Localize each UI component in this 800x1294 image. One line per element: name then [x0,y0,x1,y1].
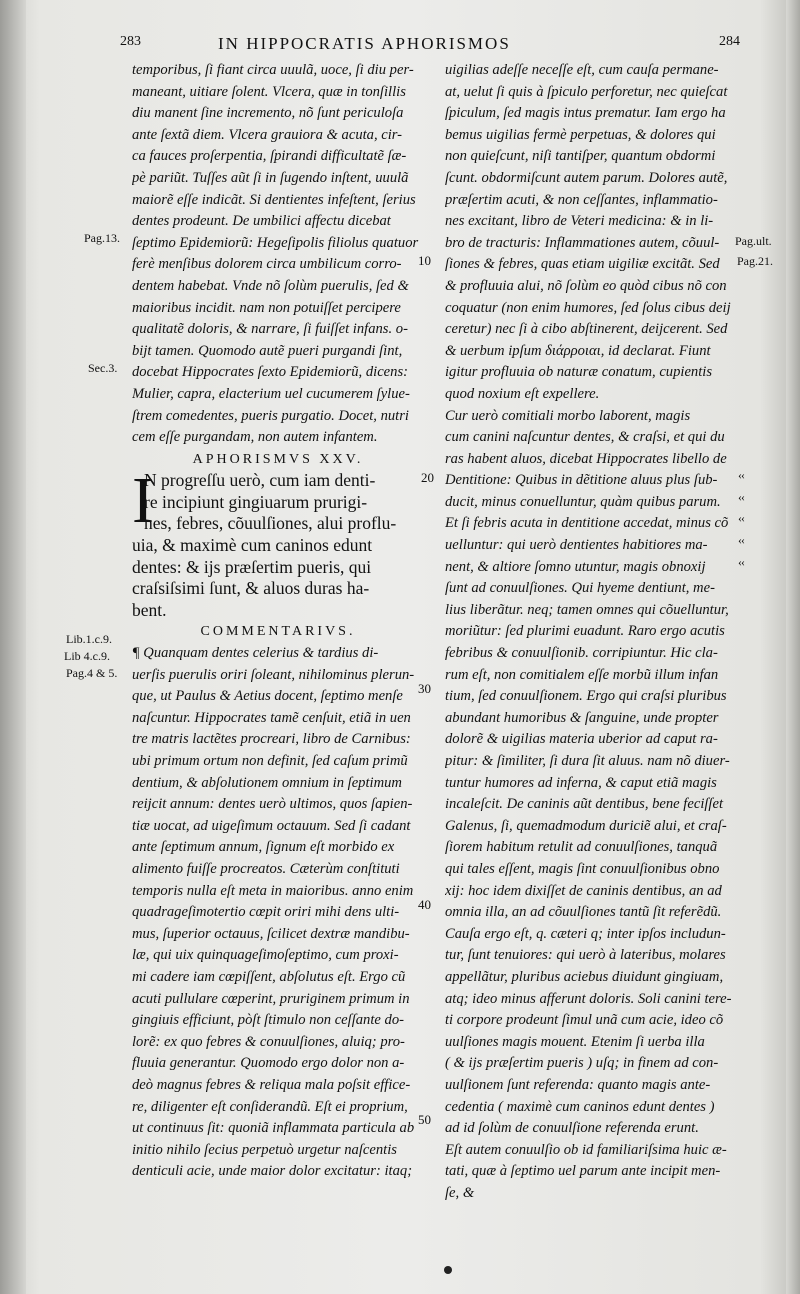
text-line: dolorẽ & uigilias materia uberior ad caput ra- [445,731,718,748]
text-line: ſcunt. obdormiſcunt autem parum. Dolores autẽ, [445,169,728,186]
text-line: Cauſa ergo eſt, q. cæteri q; inter ipſos includun- [445,925,726,942]
aphorism-line: N progreſſu uerò, cum iam denti- [144,470,376,491]
text-line: pitur: & ſimiliter, ſi dura ſit aluus. nam nõ diuer- [445,753,730,769]
margin-note-lib4: Lib 4.c.9. [64,649,110,663]
text-line: acuti pullulare cœperint, pruriginem primum in [132,990,410,1007]
margin-note-pag4: Pag.4 & 5. [66,666,118,680]
text-line: fluuia generantur. Quomodo ergo dolor non a- [132,1055,405,1072]
aphorism-text [132,464,424,621]
text-line: que, ut Paulus & Aetius docent, ſeptimo menſe [132,688,403,705]
text-line: pè pariũt. Tuſſes aũt ſi in ſugendo inſtent, uuulã [132,169,409,186]
text-line: ut continuus ſit: quoniã inflammata particula ab [132,1120,415,1137]
text-line: ſunt ad conuulſiones. Qui hyeme dentiunt, me- [445,580,715,597]
text-line: reijcit annum: dentes uerò ultimos, quos ſapien- [132,796,413,813]
text-line: dentes prodeunt. De umbilici affectu dicebat [132,213,391,230]
text-line: tuntur humores ad inferna, & caput etiã magis [445,774,717,791]
aphorism-line: nes, febres, cõuulſiones, alui proflu- [144,513,397,534]
text-line: cedentia ( maximè cum caninos edunt dentes ) [445,1098,715,1115]
running-title: IN HIPPOCRATIS APHORISMOS [218,34,511,53]
text-line: Et ſi febris acuta in dentitione accedat, minus cõ [445,515,729,532]
aphorism-line: uia, & maximè cum caninos edunt [132,535,373,556]
line-number-30: 30 [418,681,431,696]
text-line: Cur uerò comitiali morbo laborent, magis [445,407,691,424]
quote-mark: ‹‹ [738,468,744,482]
text-line: ducit, minus conuelluntur, quàm quibus parum. [445,493,721,510]
running-header [120,34,740,56]
text-line: ante ſextã diem. Vlcera grauiora & acuta, cir- [132,126,403,143]
margin-note-pag13: Pag.13. [84,231,120,245]
text-line: & uerbum ipſum διάρροιαι, id declarat. Fiunt [445,342,711,359]
text-line: læ, qui uix quinquageſimoſeptimo, cum proxi- [132,947,399,964]
text-line: Galenus, ſi, quemadmodum duriciẽ alui, et craſ- [445,817,727,834]
text-line: docebat Hippocrates ſexto Epidemiorũ, dicens: [132,364,408,381]
text-line: ubi primum ortum non definit, ſed caſum primũ [132,753,408,769]
text-line: naſcuntur. Hippocrates tamẽ cenſuit, etiã in uen [132,709,411,726]
text-line: maioribus incidit. nam non potuiſſet percipere [132,299,401,316]
line-number-20: 20 [421,470,434,485]
text-line: quod noxium eſt expellere. [445,385,600,402]
quote-mark: ‹‹ [738,533,744,547]
quote-mark: ‹‹ [738,511,744,525]
text-line: ti corpore prodeunt ſimul unã cum acie, ideo cõ [445,1012,724,1029]
text-line: ſiones & febres, quas etiam uigiliæ excitãt. Sed [445,256,720,273]
text-line: denticuli acie, unde maior dolor excitatur: itaq; [132,1163,413,1180]
commentary-heading: COMMENTARIVS. [200,624,356,640]
text-line: ¶ Quanquam dentes celerius & tardius di- [132,645,379,662]
text-line: re, diligenter eſt conſiderandũ. Eſt ei proprium, [132,1098,408,1115]
text-line: initio nihilo ſecius perpetuò urgetur naſcentis [132,1141,397,1158]
text-line: ſtrem comedentes, pueris purgatio. Docet, nutri [132,407,409,424]
text-line: igitur profluuia ob naturæ conatum, cupientis [445,364,713,381]
text-line: Dentitione: Quibus in dẽtitione aluus plus ſub- [445,472,718,489]
text-line: uulſionem ſunt referenda: quanto magis ante- [445,1076,711,1093]
text-line: febribus & conuulſionib. corripiuntur. Hic cla- [445,645,718,662]
text-line: tium, ſed conuulſionem. Ergo qui craſsi pluribus [445,688,727,705]
text-line: cem eſſe purgandam, non autem infantem. [132,429,378,446]
aphorism-heading: APHORISMVS XXV. [192,451,364,467]
text-line: temporis nulla eſt meta in maioribus. anno enim [132,882,414,899]
ink-blot [444,1266,452,1274]
text-line: qui tales eſſent, magis ſint conuulſionibus obno [445,860,720,877]
text-line: appellãtur, pluribus aciebus diuidunt gingiuam, [445,968,724,985]
margin-note-pagult: Pag.ult. [735,234,772,248]
margin-note-pag21: Pag.21. [737,254,773,268]
text-line: moriũtur: ſed plurimi euadunt. Raro ergo acutis [445,623,725,640]
text-line: coquatur (non enim humores, ſed ſolus cibus deij [445,299,731,316]
text-line: alimento fuiſſe procreatos. Cæterùm conſtituti [132,860,400,877]
left-column [132,60,424,1183]
text-line: lorẽ: ex quo febres & conuulſiones, aluiq; pro- [132,1033,405,1050]
text-line: ras habent aluos, dicebat Hippocrates libello de [445,450,727,467]
text-line: at, uelut ſi quis à ſpiculo perforetur, nec quieſcat [445,83,728,100]
text-line: ante ſeptimum annum, ſignum eſt morbido ex [132,839,395,856]
text-line: tre matris lactẽtes procreari, libro de Carnibus: [132,731,411,748]
text-line: tiæ uocat, ad uigeſimum octauum. Sed ſi cadant [132,817,411,834]
text-line: mus, ſuperior octauus, ſcilicet dextræ mandibu- [132,925,410,942]
text-line: præſertim acuti, & non ceſſantes, inflammatio- [445,191,718,208]
binding-gutter [0,0,26,1294]
text-line: lius liberãtur. neq; tamen omnes qui cõuelluntur, [445,601,729,618]
aphorism-line: craſsiſsimi ſunt, & aluos duras ha- [132,578,370,599]
text-line: tati, quæ à ſeptimo uel parum ante incipit men- [445,1163,721,1180]
text-line: ( & ijs præſertim pueris ) uſq; in finem ad con- [445,1055,719,1072]
page-number-left: 283 [120,34,141,49]
margin-note-lib1: Lib.1.c.9. [66,632,112,646]
text-line: maneant, uitiare ſolent. Vlcera, quæ in tonſillis [132,83,406,100]
text-line: nes excitant, libro de Veteri medicina: & in li- [445,213,714,230]
text-line: bro de tracturis: Inflammationes autem, cõuul- [445,234,720,251]
text-line: omnia illa, an ad cõuulſiones tantũ ſit referẽdũ. [445,904,722,921]
text-line: Mulier, capra, elacterium uel cucumerem ſylue- [132,385,410,402]
page-number-right: 284 [719,34,740,49]
page-edge [786,0,800,1294]
aphorism-line: bent. [132,599,167,620]
text-line: quadrageſimotertio cœpit oriri mihi dens ulti- [132,904,400,921]
text-line: ferè menſibus dolorem circa umbilicum corro- [132,256,402,273]
text-line: ſe, & [445,1184,475,1201]
text-line: atq; ideo minus afferunt doloris. Soli canini tere- [445,990,732,1007]
text-line: ſeptimo Epidemiorũ: Hegeſipolis filiolus quatuor [132,234,419,251]
text-line: diu manent ſine incremento, nõ ſunt periculoſa [132,105,404,122]
text-line: bijt tamen. Quomodo autẽ pueri purgandi ſint, [132,342,403,359]
text-line: ſpiculum, ſed magis intus prematur. Iam ergo ha [445,105,726,122]
line-number-10: 10 [418,253,431,268]
text-line: incaleſcit. De caninis aũt dentibus, bene feciſſet [445,796,724,813]
text-line: ſiorem habitum retulit ad conuulſiones, tanquã [445,839,718,856]
margin-note-sec3: Sec.3. [88,361,118,375]
text-line: bemus uigilias fermè perpetuas, & dolores qui [445,126,716,143]
text-line: cum canini naſcuntur dentes, & craſsi, et qui du [445,429,725,446]
text-line: uerſis puerulis oriri ſoleant, nihilominus plerun- [132,666,415,683]
text-line: uulſiones magis mouent. Etenim ſi uerba illa [445,1033,705,1050]
right-column [445,60,733,1204]
text-line: abundant humoribus & ſanguine, unde propter [445,709,719,726]
text-line: dentium, & abſolutionem omnium in ſeptimum [132,774,402,791]
aphorism-line: dentes: & ijs præſertim pueris, qui [132,556,372,577]
text-line: tur, ſunt tenuiores: qui uerò à lateribus, molares [445,947,726,964]
text-line: dentem habebat. Vnde nõ ſolùm puerulis, ſed & [132,277,409,294]
text-line: ceretur) nec ſi à cibo abſtinerent, deijcerent. Sed [445,321,728,338]
aphorism-line: re incipiunt gingiuarum prurigi- [144,491,368,512]
text-line: Eſt autem conuulſio ob id familiariſsima huic æ- [445,1141,727,1158]
drop-capital: I [132,464,154,537]
line-number-40: 40 [418,897,431,912]
text-line: xij: hoc idem dixiſſet de caninis dentibus, an ad [445,882,722,899]
text-line: & profluuia alui, nõ ſolùm eo quòd cibus nõ con [445,277,727,294]
text-line: deò magnus febres & reliqua mala poſsit effice- [132,1076,411,1093]
text-line: nent, & altiore ſomno utuntur, magis obnoxij [445,558,706,575]
text-line: gingiuis efficiunt, pòſt ſtimulo non ceſſante do- [132,1012,404,1029]
text-line: rum eſt, non comitialem eſſe morbũ illum infan [445,666,719,683]
text-line: non quieſcunt, niſi tantiſper, quantum obdormi [445,148,716,165]
text-line: qualitatẽ doloris, & narrare, ſi fuiſſet infans. o- [132,321,408,338]
text-line: uigilias adeſſe neceſſe eſt, cum cauſa permane- [445,62,719,78]
quote-mark: ‹‹ [738,490,744,504]
quote-mark: ‹‹ [738,555,744,569]
text-line: temporibus, ſi fiant circa uuulã, uoce, ſi diu per- [132,62,414,78]
line-number-50: 50 [418,1112,431,1127]
text-line: ca fauces proſerpentia, ſpirandi difficultatẽ ſæ- [132,148,407,165]
text-line: uelluntur: qui uerò dentientes habitiores ma- [445,537,708,554]
text-line: ad id ſolùm de conuulſione referenda erunt. [445,1120,699,1137]
text-line: mi cadere iam cœpiſſent, abſolutus eſt. Ergo cũ [132,968,406,985]
text-line: maiorẽ eſſe indicãt. Si dentientes infeſtent, ſerius [132,191,416,208]
